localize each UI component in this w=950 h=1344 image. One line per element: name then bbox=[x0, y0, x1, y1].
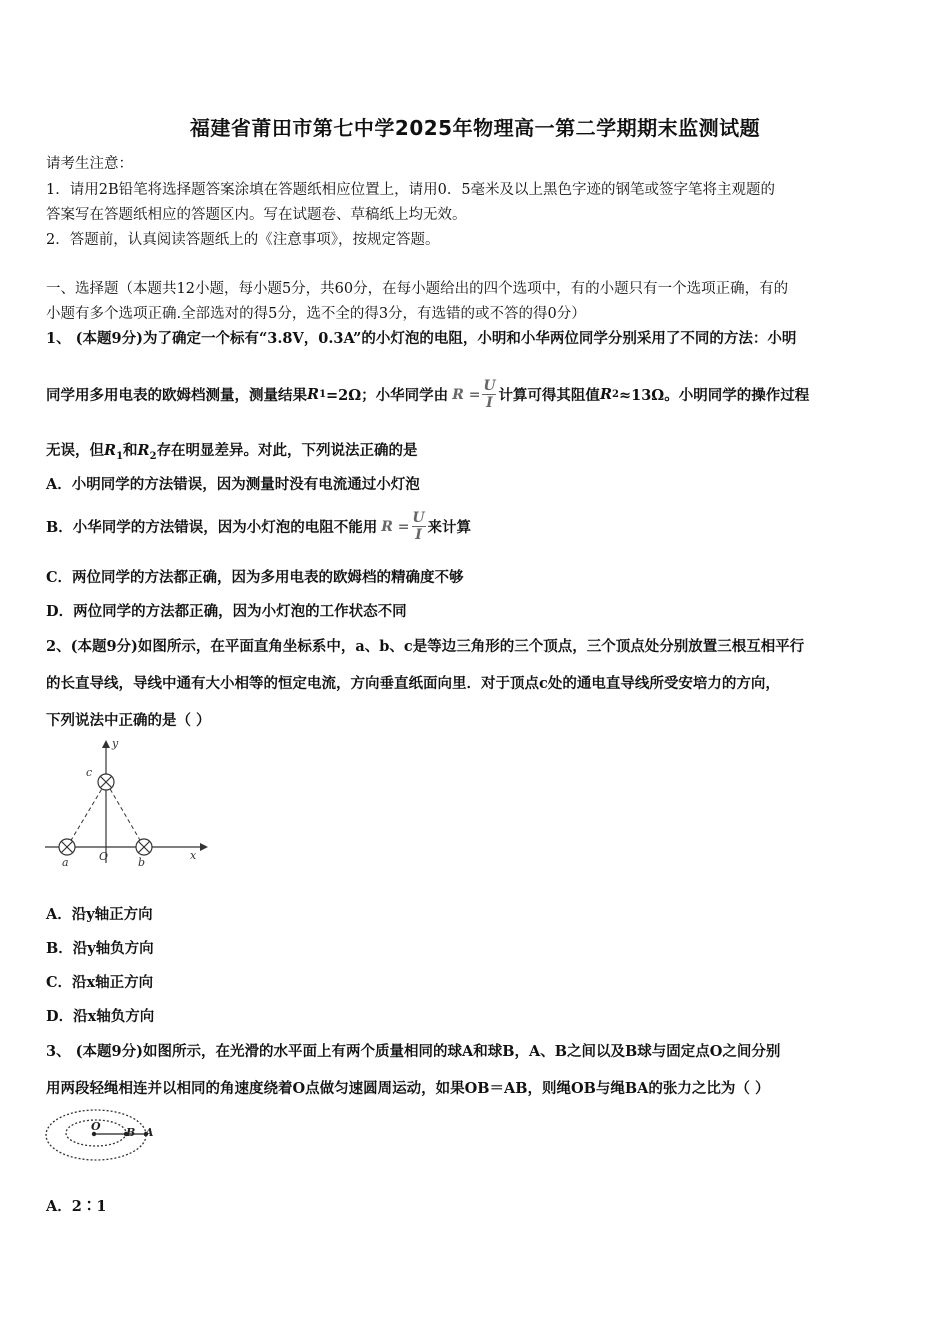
formula-denominator: I bbox=[486, 395, 493, 411]
q1-stem-line3 bbox=[46, 439, 912, 462]
q1-text: 计算可得其阻值 bbox=[498, 387, 600, 404]
r2-subscript: 2 bbox=[149, 450, 157, 462]
formula-r: R = bbox=[381, 518, 410, 535]
q1-option-d: D．两位同学的方法都正确，因为小灯泡的工作状态不同 bbox=[46, 603, 407, 620]
label-o: O bbox=[91, 1120, 101, 1133]
q1-option-c: C．两位同学的方法都正确，因为多用电表的欧姆档的精确度不够 bbox=[46, 569, 464, 586]
section-heading-line2: 小题有多个选项正确.全部选对的得5分，选不全的得3分，有选错的或不答的得0分） bbox=[46, 306, 586, 322]
side-ac bbox=[67, 782, 106, 847]
label-origin: O bbox=[99, 850, 109, 863]
q1-text: 存在明显差异。对此，下列说法正确的是 bbox=[156, 442, 418, 459]
wire-a-into-page-icon bbox=[59, 839, 75, 855]
r1-symbol: R bbox=[104, 442, 117, 459]
notice-heading: 请考生注意： bbox=[46, 156, 133, 172]
q2-option-d: D．沿x轴负方向 bbox=[46, 1008, 155, 1025]
q2-stem-line2: 的长直导线，导线中通有大小相等的恒定电流，方向垂直纸面向里．对于顶点c处的通电直导线所受安培力的方向， bbox=[46, 675, 780, 692]
notice-item1-line2: 答案写在答题纸相应的答题区内。写在试题卷、草稿纸上均无效。 bbox=[46, 207, 467, 223]
r2-symbol: R bbox=[599, 386, 612, 403]
q1-stem-line2 bbox=[46, 378, 912, 411]
notice-item2: 2．答题前，认真阅读答题纸上的《注意事项》，按规定答题。 bbox=[46, 232, 440, 248]
q2-option-b: B．沿y轴负方向 bbox=[46, 940, 154, 957]
q2-stem-line1: 2、(本题9分)如图所示，在平面直角坐标系中，a、b、c是等边三角形的三个顶点，三个顶点处分别放置三根互相平行 bbox=[46, 638, 805, 655]
formula-r: R = bbox=[452, 386, 481, 403]
r2-subscript: 2 bbox=[612, 389, 619, 400]
formula-fraction bbox=[412, 510, 426, 543]
q1-option-b bbox=[46, 510, 912, 543]
q2-figure-triangle-diagram bbox=[40, 735, 210, 870]
label-a: a bbox=[62, 856, 69, 869]
label-x: x bbox=[190, 849, 197, 862]
q3-stem-line1: 3、 (本题9分)如图所示，在光滑的水平面上有两个质量相同的球A和球B，A、B之间以及B球与固定点O之间分别 bbox=[46, 1043, 781, 1060]
q1-option-a: A．小明同学的方法错误，因为测量时没有电流通过小灯泡 bbox=[46, 476, 420, 493]
wire-b-into-page-icon bbox=[136, 839, 152, 855]
q1-option-b-text: 来计算 bbox=[427, 519, 472, 536]
formula-numerator: U bbox=[412, 510, 425, 526]
formula-fraction bbox=[482, 378, 496, 411]
label-a: A bbox=[145, 1126, 154, 1139]
wire-c-into-page-icon bbox=[98, 774, 114, 790]
q1-text: 无误，但 bbox=[46, 442, 104, 459]
q3-option-a: A．2∶1 bbox=[46, 1198, 107, 1215]
q3-figure-circular-motion bbox=[42, 1108, 162, 1170]
q1-text: ≈13Ω。小明同学的操作过程 bbox=[618, 387, 810, 404]
q2-option-a: A．沿y轴正方向 bbox=[46, 906, 153, 923]
page-title: 福建省莆田市第七中学2025年物理高一第二学期期末监测试题 bbox=[189, 116, 761, 140]
y-axis-arrow bbox=[102, 740, 110, 748]
formula-numerator: U bbox=[483, 378, 496, 394]
r1-symbol: R bbox=[307, 386, 320, 403]
notice-item1-line1: 1．请用2B铅笔将选择题答案涂填在答题纸相应位置上，请用0．5毫米及以上黑色字迹的钢笔或签字笔将主观题的 bbox=[46, 182, 776, 198]
q1-text: =2Ω；小华同学由 bbox=[326, 387, 449, 404]
q2-stem-line3: 下列说法中正确的是（ ） bbox=[46, 712, 211, 729]
label-b: B bbox=[126, 1126, 136, 1139]
r1-subscript: 1 bbox=[116, 450, 124, 462]
r1-subscript: 1 bbox=[319, 389, 327, 400]
section-heading-line1: 一、选择题（本题共12小题，每小题5分，共60分，在每小题给出的四个选项中，有的小题只有一个选项正确，有的 bbox=[46, 281, 789, 297]
r2-symbol: R bbox=[137, 442, 150, 459]
q1-stem-line1: 1、 (本题9分)为了确定一个标有“3.8V，0.3A”的小灯泡的电阻，小明和小华两位同学分别采用了不同的方法：小明 bbox=[46, 330, 797, 347]
x-axis-arrow bbox=[200, 843, 208, 851]
q1-text: 同学用多用电表的欧姆档测量，测量结果 bbox=[46, 387, 307, 404]
label-y: y bbox=[112, 737, 119, 750]
formula-denominator: I bbox=[415, 527, 422, 543]
label-b: b bbox=[138, 856, 146, 869]
q1-text: 和 bbox=[123, 442, 138, 459]
q3-stem-line2: 用两段轻绳相连并以相同的角速度绕着O点做匀速圆周运动，如果OB＝AB，则绳OB与绳BA的张力之比为（ ） bbox=[46, 1080, 770, 1097]
q2-option-c: C．沿x轴正方向 bbox=[46, 974, 154, 991]
label-c: c bbox=[86, 766, 93, 779]
q1-option-b-text: B．小华同学的方法错误，因为小灯泡的电阻不能用 bbox=[46, 519, 378, 536]
side-bc bbox=[106, 782, 144, 847]
